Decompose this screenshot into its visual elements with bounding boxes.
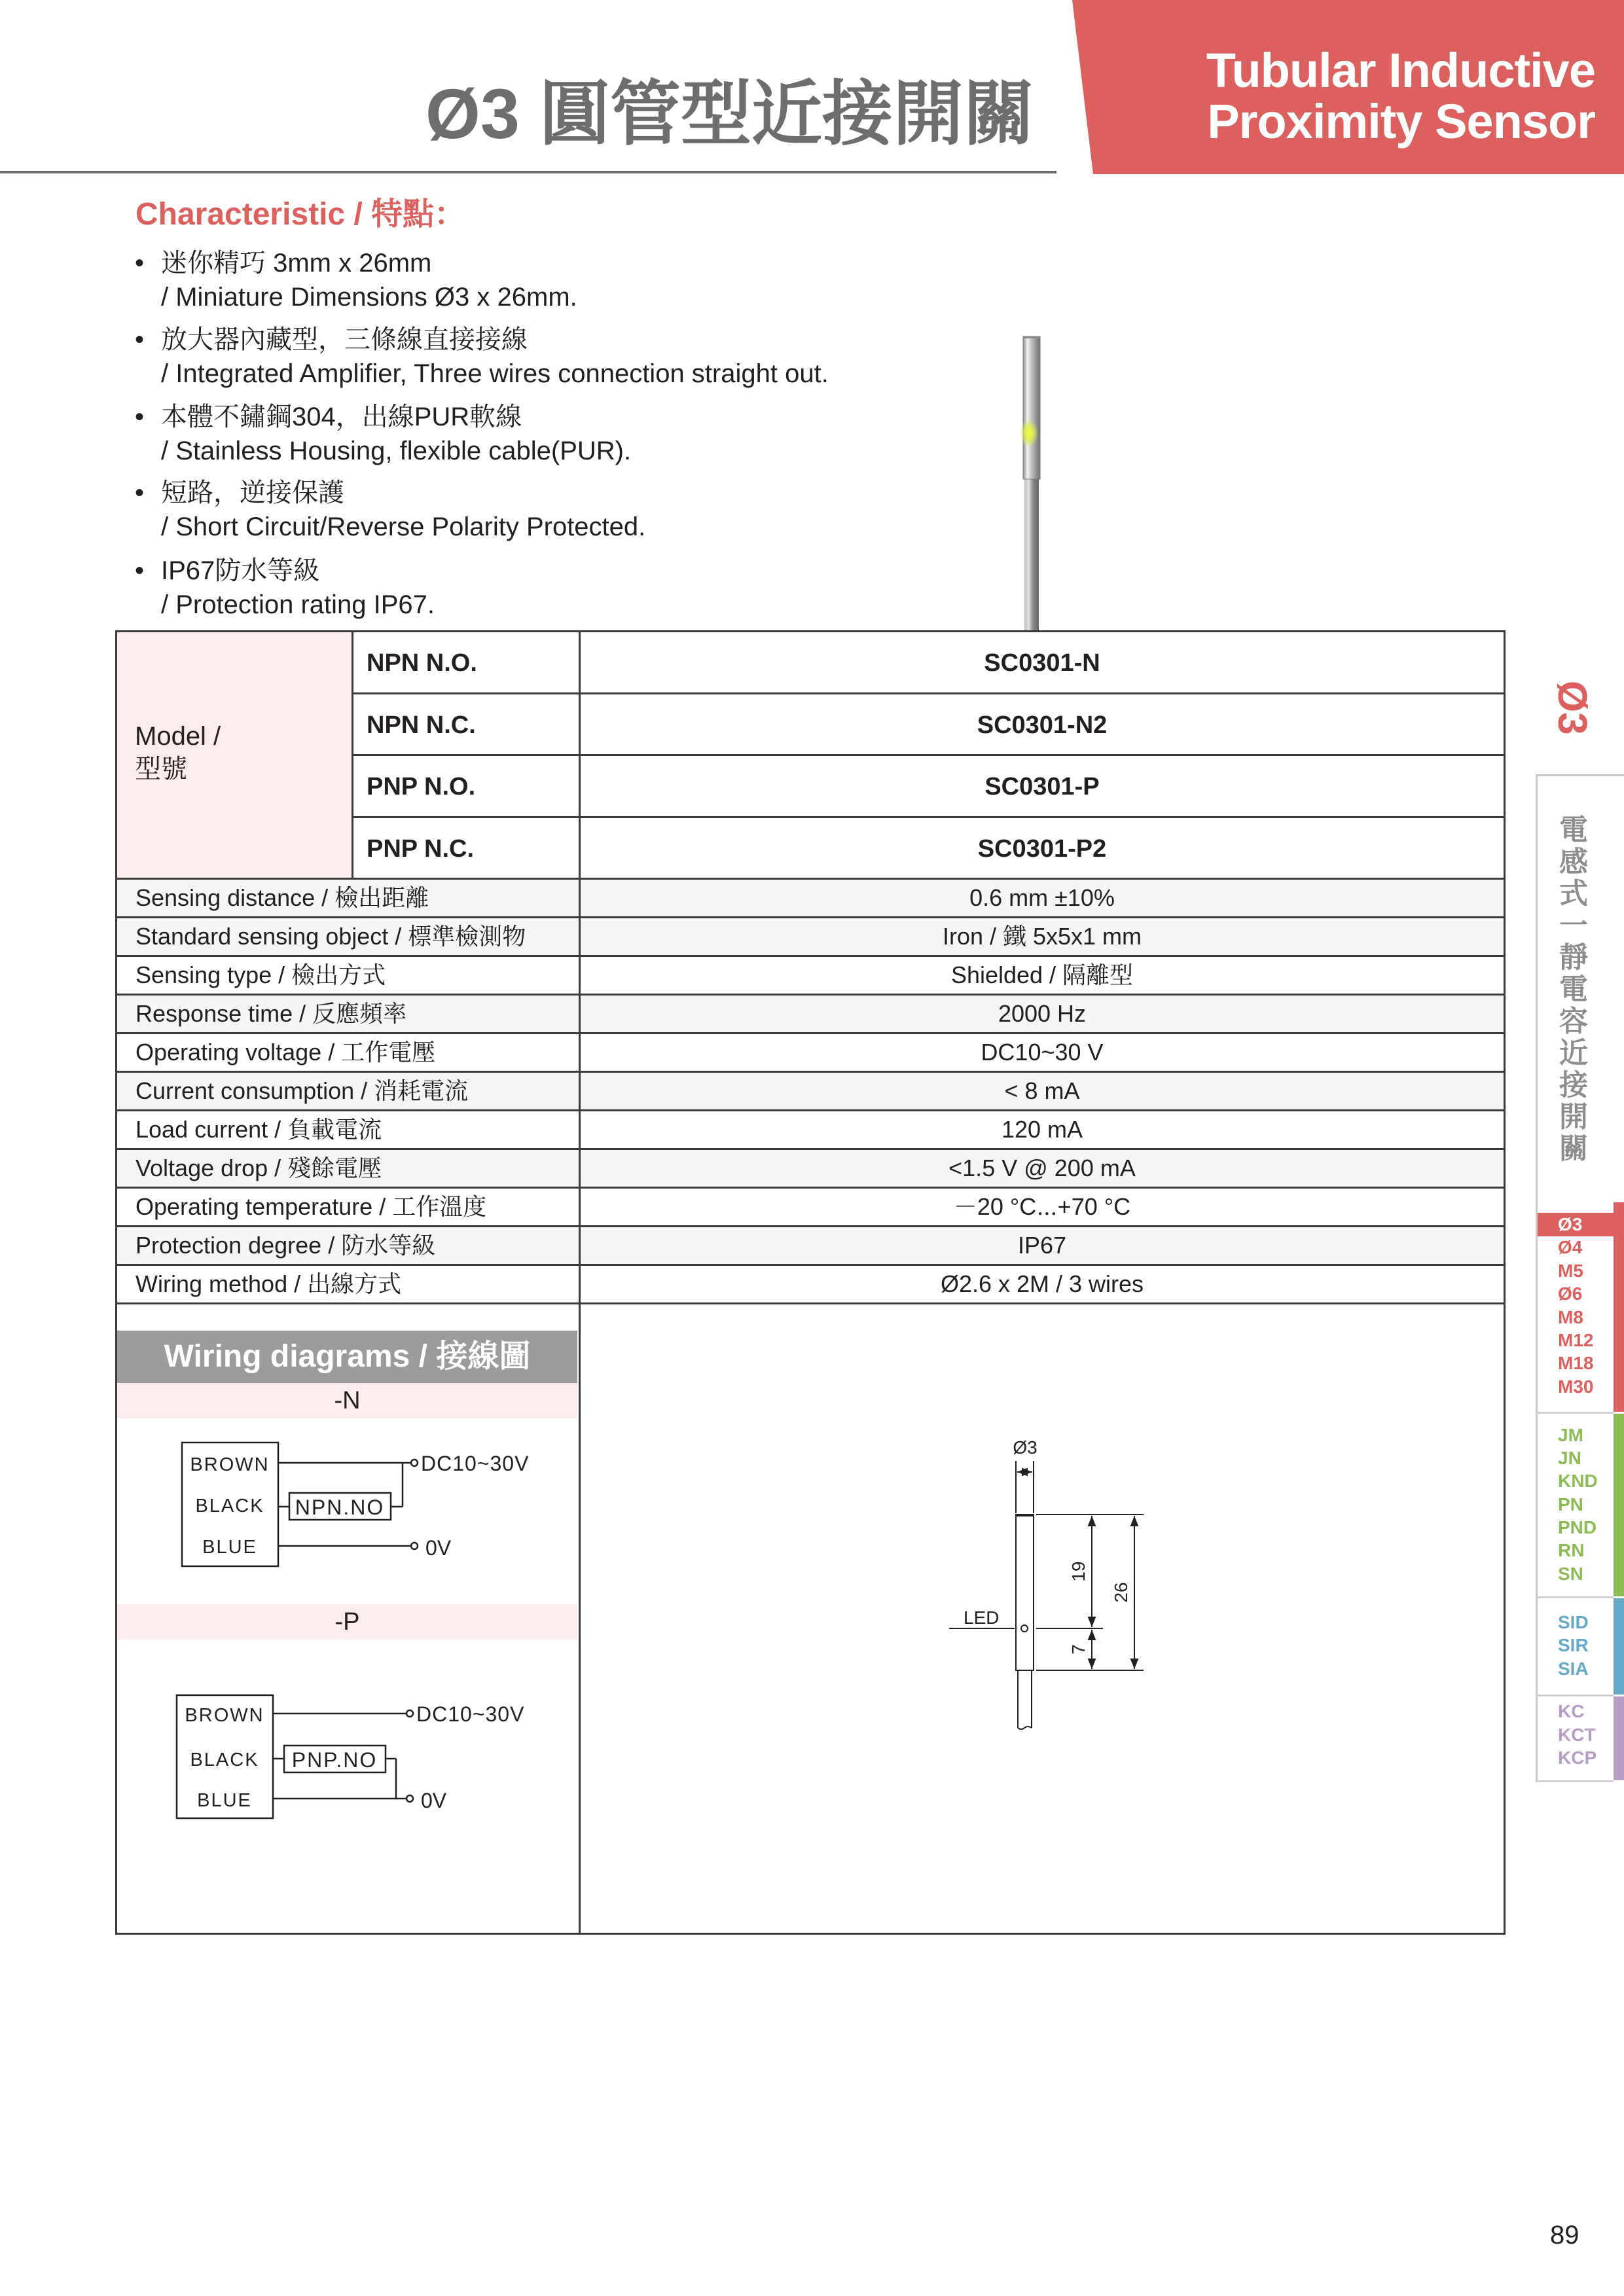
length-total-label: 26 xyxy=(1111,1582,1131,1603)
side-tab-jm[interactable]: JM xyxy=(1558,1425,1583,1445)
spec-value: Shielded / 隔離型 xyxy=(579,955,1506,996)
side-tab-sn[interactable]: SN xyxy=(1558,1564,1583,1584)
title-divider xyxy=(0,171,1056,173)
spec-label: Protection degree / 防水等級 xyxy=(115,1225,581,1266)
side-category-title: 電感式一靜電容近接開關 xyxy=(1555,814,1587,1165)
category-banner xyxy=(1071,0,1624,174)
wire-label-brown: BROWN xyxy=(190,1454,270,1475)
page-number: 89 xyxy=(1550,2221,1579,2250)
side-tab-m18[interactable]: M18 xyxy=(1558,1353,1594,1373)
spec-value: －20 °C⋯+70 °C xyxy=(579,1187,1506,1227)
feature-en: / Integrated Amplifier, Three wires connection straight out. xyxy=(161,359,829,388)
side-tab-kc[interactable]: KC xyxy=(1558,1701,1585,1721)
bullet-icon: • xyxy=(135,325,145,354)
ground-label: 0V xyxy=(425,1536,452,1560)
side-tab-m12[interactable]: M12 xyxy=(1558,1330,1594,1350)
spec-label: Sensing type / 檢出方式 xyxy=(115,955,581,996)
wire-label-blue: BLUE xyxy=(197,1790,252,1811)
model-label-zh: 型號 xyxy=(135,755,187,783)
side-tab-knd[interactable]: KND xyxy=(1558,1471,1598,1491)
spec-label: Load current / 負載電流 xyxy=(115,1109,581,1150)
group-color-bar xyxy=(1614,1202,1624,1412)
output-label: PNP.NO xyxy=(291,1748,378,1772)
wire-label-blue: BLUE xyxy=(202,1537,257,1558)
side-group-divider xyxy=(1538,1596,1614,1598)
pnp-variant-label: -P xyxy=(117,1604,577,1640)
banner-title-line1: Tubular Inductive xyxy=(1206,43,1595,98)
wire-label-black: BLACK xyxy=(195,1496,264,1516)
side-tab-o4[interactable]: Ø4 xyxy=(1558,1237,1583,1257)
spec-value: Ø2.6 x 2M / 3 wires xyxy=(579,1264,1506,1304)
side-group-divider xyxy=(1538,1412,1614,1414)
length-lower-label: 7 xyxy=(1068,1644,1089,1655)
feature-zh: 短路，逆接保護 xyxy=(161,478,344,507)
side-tab-jn[interactable]: JN xyxy=(1558,1448,1581,1468)
led-label: LED xyxy=(964,1607,1000,1628)
ground-label: 0V xyxy=(421,1789,447,1812)
npn-variant-label: -N xyxy=(117,1383,577,1418)
side-tab-kct[interactable]: KCT xyxy=(1558,1725,1596,1745)
bullet-icon: • xyxy=(135,556,145,585)
spec-value: 0.6 mm ±10% xyxy=(579,878,1506,918)
spec-label: Sensing distance / 檢出距離 xyxy=(115,878,581,918)
wire-label-brown: BROWN xyxy=(185,1705,264,1726)
side-tab-m5[interactable]: M5 xyxy=(1558,1261,1583,1281)
side-tab-o3[interactable]: Ø3 xyxy=(1558,1214,1583,1234)
feature-en: / Short Circuit/Reverse Polarity Protected. xyxy=(161,512,646,541)
feature-en: / Protection rating IP67. xyxy=(161,590,435,619)
spec-label: Operating voltage / 工作電壓 xyxy=(115,1032,581,1073)
bullet-icon: • xyxy=(135,478,145,507)
feature-zh: 本體不鏽鋼304，出線PUR軟線 xyxy=(161,403,522,431)
wire-label-black: BLACK xyxy=(190,1749,259,1770)
model-number-cell: SC0301-N2 xyxy=(579,692,1506,756)
characteristic-heading: Characteristic / 特點： xyxy=(135,197,466,232)
feature-en: / Miniature Dimensions Ø3 x 26mm. xyxy=(161,283,577,312)
side-tab-sia[interactable]: SIA xyxy=(1558,1659,1589,1679)
spec-label: Wiring method / 出線方式 xyxy=(115,1264,581,1304)
model-label-cell xyxy=(115,630,353,880)
side-tab-pn[interactable]: PN xyxy=(1558,1494,1583,1515)
side-divider xyxy=(1536,774,1538,1782)
spec-label: Operating temperature / 工作溫度 xyxy=(115,1187,581,1227)
spec-value: < 8 mA xyxy=(579,1071,1506,1111)
supply-label: DC10~30V xyxy=(421,1452,530,1475)
supply-label: DC10~30V xyxy=(416,1702,525,1726)
output-type-cell: PNP N.O. xyxy=(352,754,581,818)
side-group-divider xyxy=(1538,1780,1614,1782)
side-tab-sir[interactable]: SIR xyxy=(1558,1635,1589,1655)
group-color-bar xyxy=(1614,1696,1624,1780)
side-tab-sid[interactable]: SID xyxy=(1558,1612,1589,1632)
model-number-cell: SC0301-P2 xyxy=(579,816,1506,880)
feature-zh: 迷你精巧 3mm x 26mm xyxy=(161,249,432,278)
spec-label: Voltage drop / 殘餘電壓 xyxy=(115,1148,581,1189)
feature-en: / Stainless Housing, flexible cable(PUR). xyxy=(161,437,632,465)
sensor-product-image xyxy=(1015,331,1047,632)
side-tab-pnd[interactable]: PND xyxy=(1558,1517,1597,1537)
output-type-cell: PNP N.C. xyxy=(352,816,581,880)
side-current-size: Ø3 xyxy=(1549,681,1595,735)
page-title: Ø3 圓管型近接開關 xyxy=(425,74,1034,153)
output-type-cell: NPN N.C. xyxy=(352,692,581,756)
group-color-bar xyxy=(1614,1598,1624,1695)
feature-zh: IP67防水等級 xyxy=(161,556,320,585)
side-divider xyxy=(1536,774,1624,776)
spec-value: DC10~30 V xyxy=(579,1032,1506,1073)
wiring-diagrams-heading: Wiring diagrams / 接線圖 xyxy=(117,1331,577,1383)
spec-value: 2000 Hz xyxy=(579,994,1506,1034)
spec-value: 120 mA xyxy=(579,1109,1506,1150)
bullet-icon: • xyxy=(135,249,145,278)
bullet-icon: • xyxy=(135,403,145,431)
spec-label: Standard sensing object / 標準檢測物 xyxy=(115,916,581,957)
side-tab-m8[interactable]: M8 xyxy=(1558,1307,1583,1327)
length-upper-label: 19 xyxy=(1068,1561,1089,1582)
diameter-label: Ø3 xyxy=(1013,1437,1038,1458)
group-color-bar xyxy=(1614,1414,1624,1596)
side-tab-m30[interactable]: M30 xyxy=(1558,1376,1594,1397)
model-number-cell: SC0301-N xyxy=(579,630,1506,694)
spec-value: <1.5 V @ 200 mA xyxy=(579,1148,1506,1189)
side-group-divider xyxy=(1538,1695,1614,1696)
spec-label: Response time / 反應頻率 xyxy=(115,994,581,1034)
dimension-drawing-cell xyxy=(579,1302,1506,1935)
spec-value: IP67 xyxy=(579,1225,1506,1266)
model-label-en: Model / xyxy=(135,722,221,751)
model-number-cell: SC0301-P xyxy=(579,754,1506,818)
feature-zh: 放大器內藏型，三條線直接接線 xyxy=(161,325,528,354)
side-tab-kcp[interactable]: KCP xyxy=(1558,1748,1597,1768)
banner-title-line2: Proximity Sensor xyxy=(1207,94,1595,149)
spec-value: Iron / 鐵 5x5x1 mm xyxy=(579,916,1506,957)
side-tab-o6[interactable]: Ø6 xyxy=(1558,1283,1583,1304)
spec-label: Current consumption / 消耗電流 xyxy=(115,1071,581,1111)
output-label: NPN.NO xyxy=(295,1496,385,1519)
side-tab-rn[interactable]: RN xyxy=(1558,1540,1585,1560)
output-type-cell: NPN N.O. xyxy=(352,630,581,694)
